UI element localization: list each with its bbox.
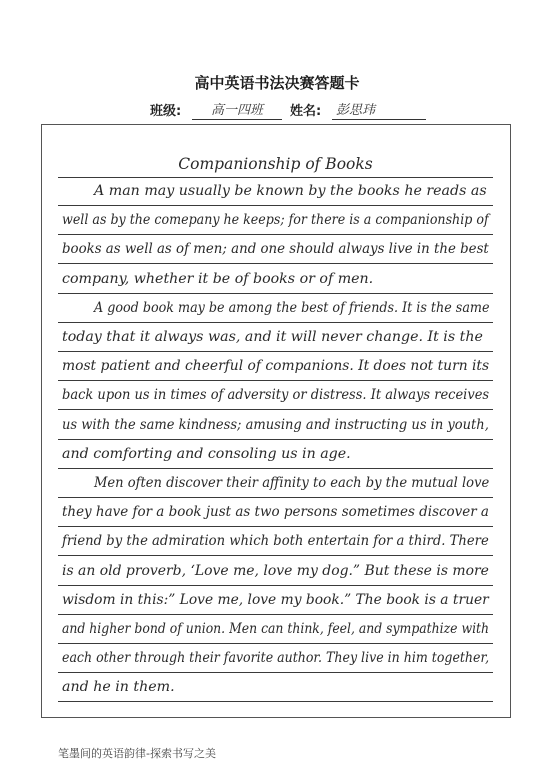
rule-line	[58, 614, 493, 615]
footer-caption: 笔墨间的英语韵律-探索书写之美	[58, 747, 216, 760]
essay-line: wisdom in this:” Love me, love my book.” The book is a truer	[62, 591, 489, 608]
class-label: 班级:	[150, 104, 182, 119]
answer-sheet-title: 高中英语书法决赛答题卡	[194, 74, 360, 92]
rule-line	[58, 585, 493, 586]
essay-line: books as well as of men; and one should always live in the best	[62, 241, 489, 258]
essay-line: A good book may be among the best of friends. It is the same	[94, 299, 490, 316]
rule-line	[58, 526, 493, 527]
rule-line	[58, 555, 493, 556]
essay-line: they have for a book just as two persons sometimes discover a	[62, 504, 489, 521]
essay-line: friend by the admiration which both entertain for a third. There	[62, 533, 489, 550]
rule-line	[58, 643, 493, 644]
essay-line: well as by the comepany he keeps; for there is a companionship of	[62, 212, 489, 229]
student-info-row	[150, 100, 430, 120]
rule-line	[58, 701, 493, 702]
name-value: 彭思玮	[332, 99, 426, 120]
essay-line: company, whether it be of books or of men.	[62, 270, 374, 287]
title-rule-line	[58, 177, 493, 178]
rule-line	[58, 409, 493, 410]
name-label: 姓名:	[290, 104, 322, 119]
essay-line: today that it always was, and it will never change. It is the	[62, 329, 483, 345]
essay-title: Companionship of Books	[178, 155, 373, 173]
essay-line: most patient and cheerful of companions. It does not turn its	[62, 358, 490, 375]
rule-line	[58, 205, 493, 206]
essay-line: and comforting and consoling us in age.	[62, 445, 351, 462]
rule-line	[58, 234, 493, 235]
essay-line: A man may usually be known by the books he reads as	[94, 183, 487, 199]
essay-line: Men often discover their affinity to each by the mutual love	[94, 475, 490, 491]
class-value: 高一四班	[192, 99, 282, 120]
essay-line: is an old proverb, ‘Love me, love my dog.” But these is more	[62, 562, 489, 579]
essay-line: and he in them.	[62, 679, 175, 696]
essay-line: each other through their favorite author. They live in him together,	[62, 650, 490, 667]
rule-line	[58, 351, 493, 352]
rule-line	[58, 439, 493, 440]
rule-line	[58, 263, 493, 264]
rule-line	[58, 380, 493, 381]
rule-line	[58, 468, 493, 469]
rule-line	[58, 322, 493, 323]
rule-line	[58, 497, 493, 498]
essay-writing-area	[58, 150, 493, 696]
essay-line: back upon us in times of adversity or distress. It always receives	[62, 387, 490, 404]
essay-line: and higher bond of union. Men can think, feel, and sympathize with	[62, 621, 490, 637]
rule-line	[58, 293, 493, 294]
essay-line: us with the same kindness; amusing and instructing us in youth,	[62, 416, 489, 433]
rule-line	[58, 672, 493, 673]
